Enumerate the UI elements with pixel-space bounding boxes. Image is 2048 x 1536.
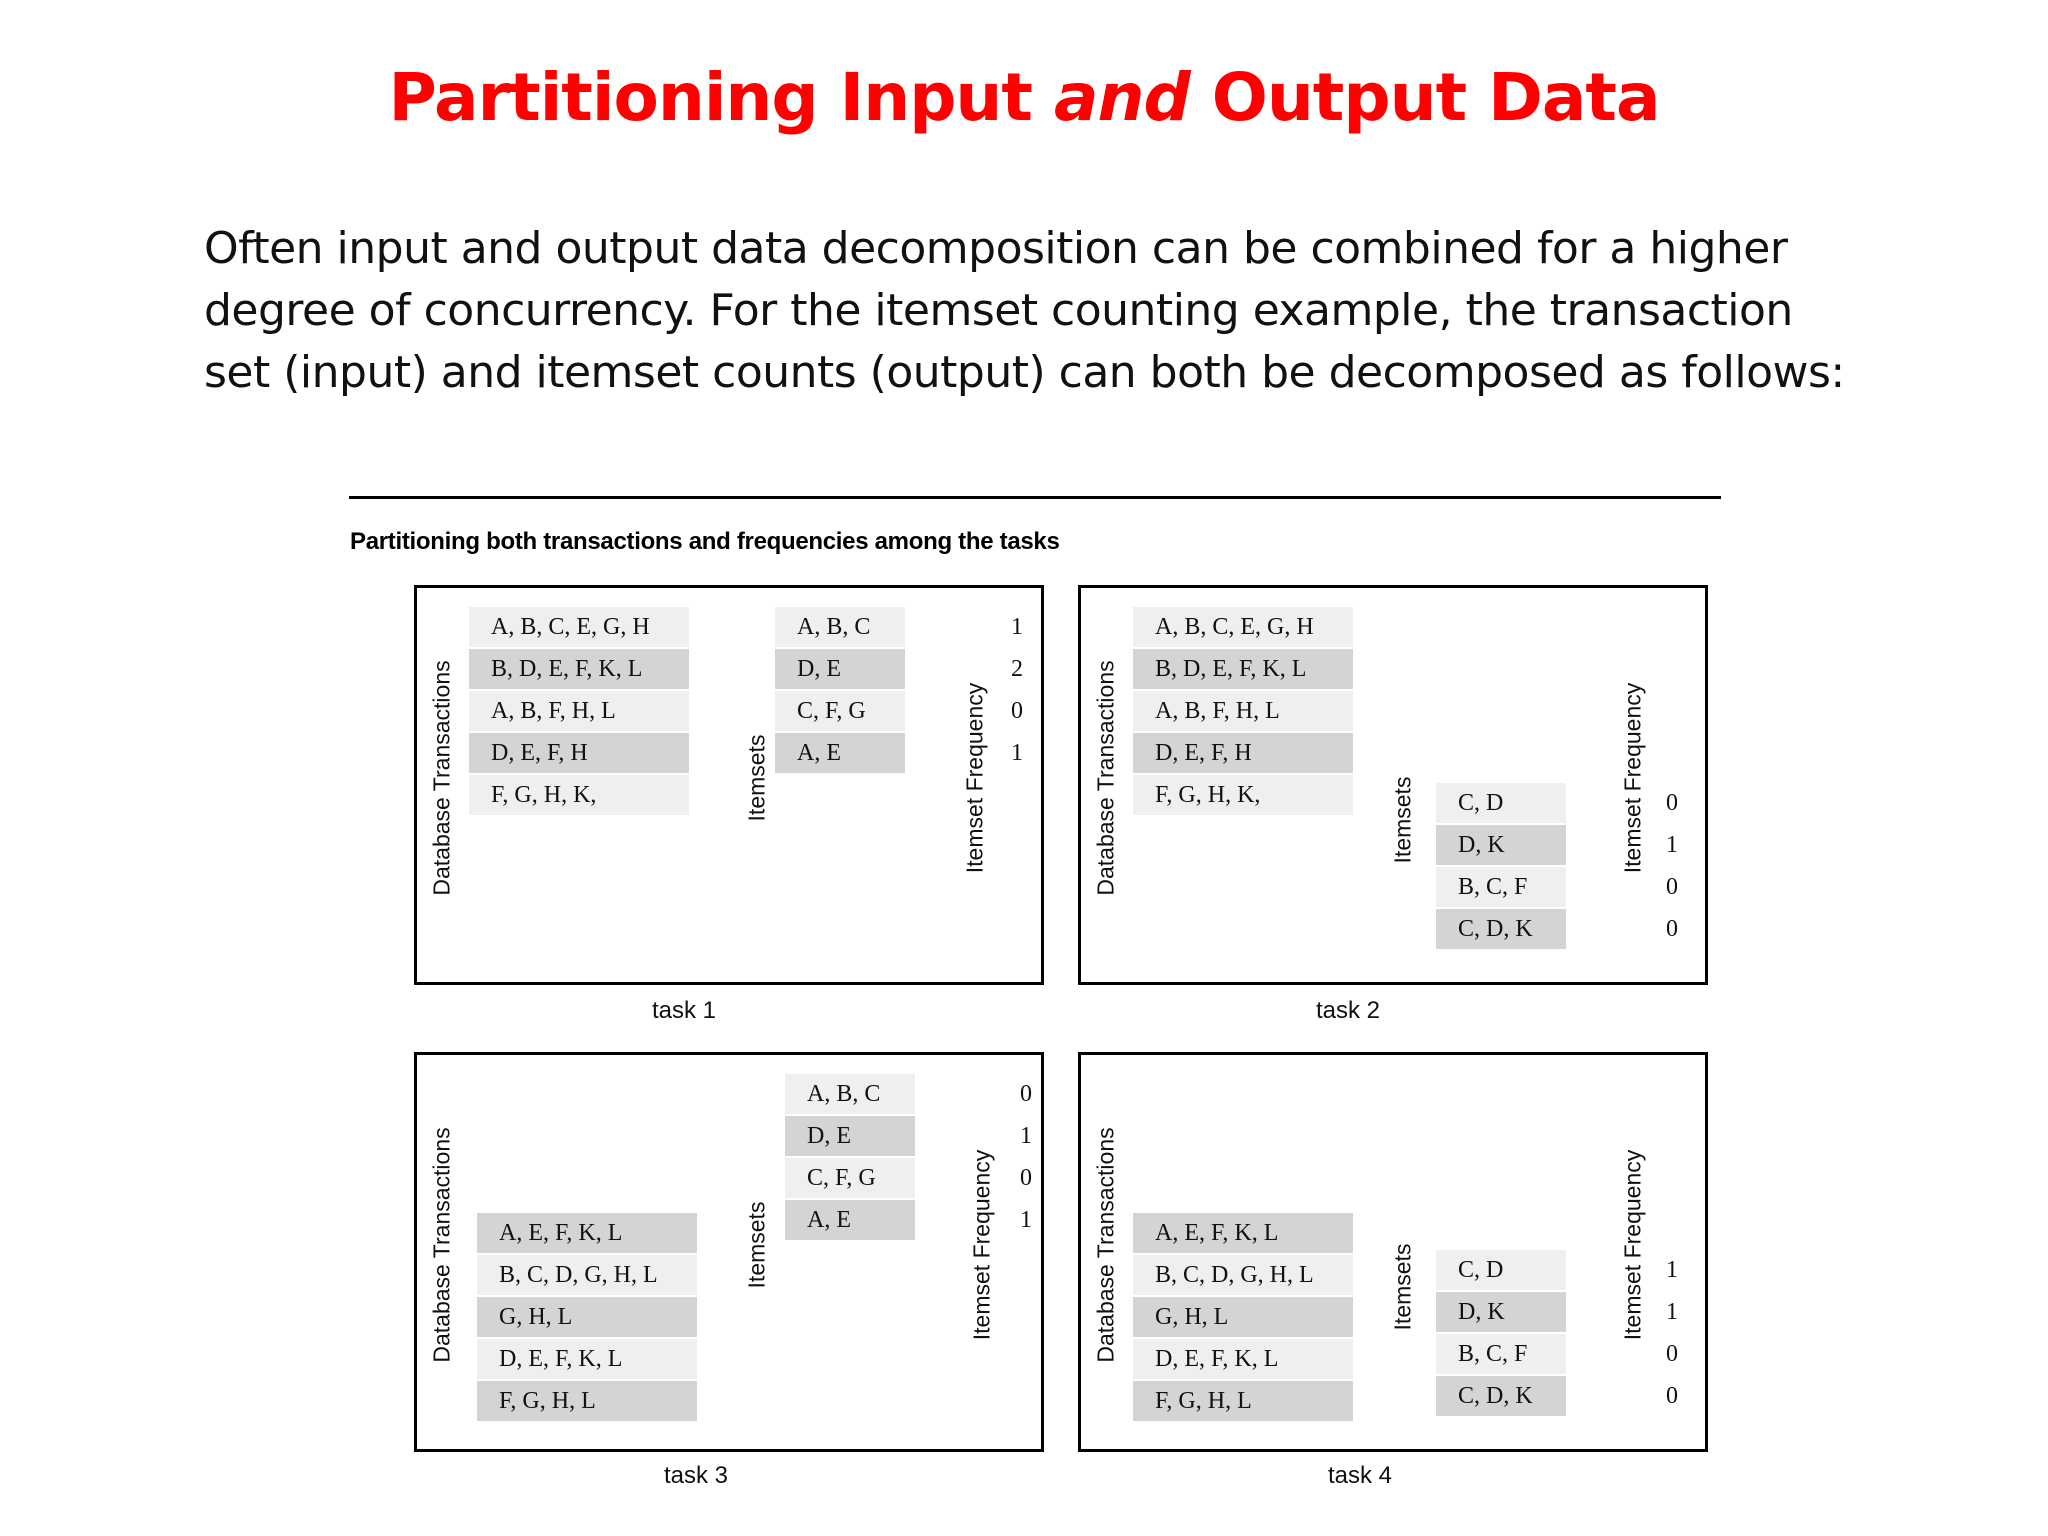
database-transactions-label: Database Transactions bbox=[428, 660, 455, 896]
transaction-row: A, B, F, H, L bbox=[469, 691, 689, 731]
itemset-row: A, B, C bbox=[785, 1074, 915, 1114]
transaction-row: F, G, H, K, bbox=[1133, 775, 1353, 815]
itemset-frequency-value: 0 bbox=[1666, 916, 1678, 942]
itemset-frequency-value: 0 bbox=[1020, 1081, 1032, 1107]
task-panel-2 bbox=[1078, 585, 1708, 985]
transaction-row: F, G, H, K, bbox=[469, 775, 689, 815]
transaction-row: F, G, H, L bbox=[477, 1381, 697, 1421]
task-panel-1 bbox=[414, 585, 1044, 985]
itemset-row: D, K bbox=[1436, 1292, 1566, 1332]
itemset-frequency-value: 1 bbox=[1666, 1257, 1678, 1283]
itemset-frequency-label: Itemset Frequency bbox=[1619, 1149, 1646, 1341]
itemset-row: A, B, C bbox=[775, 607, 905, 647]
itemset-row: C, D, K bbox=[1436, 909, 1566, 949]
itemset-row: B, C, F bbox=[1436, 1334, 1566, 1374]
transaction-row: A, B, F, H, L bbox=[1133, 691, 1353, 731]
itemset-row: C, F, G bbox=[775, 691, 905, 731]
itemset-frequency-value: 2 bbox=[1011, 656, 1023, 682]
intro-paragraph: Often input and output data decomposition can be combined for a higher degree of concurrency. For the itemset counting example, the transaction set (input) and itemset counts (output) can both be decomposed as follows: bbox=[204, 223, 1845, 398]
transaction-row: D, E, F, H bbox=[469, 733, 689, 773]
database-transactions-label: Database Transactions bbox=[428, 1127, 455, 1363]
itemsets-label: Itemsets bbox=[1389, 1243, 1416, 1331]
itemset-row: A, E bbox=[775, 733, 905, 773]
itemset-row: D, K bbox=[1436, 825, 1566, 865]
itemset-row: C, D bbox=[1436, 1250, 1566, 1290]
transaction-row: F, G, H, L bbox=[1133, 1381, 1353, 1421]
itemset-frequency-value: 0 bbox=[1666, 1383, 1678, 1409]
itemsets-label: Itemsets bbox=[743, 734, 770, 822]
itemset-frequency-value: 1 bbox=[1020, 1207, 1032, 1233]
transaction-row: B, C, D, G, H, L bbox=[477, 1255, 697, 1295]
transaction-row: B, D, E, F, K, L bbox=[469, 649, 689, 689]
transaction-row: D, E, F, K, L bbox=[1133, 1339, 1353, 1379]
task-label-3: task 3 bbox=[663, 1462, 729, 1489]
database-transactions-label: Database Transactions bbox=[1092, 660, 1119, 896]
itemset-row: C, D, K bbox=[1436, 1376, 1566, 1416]
itemset-frequency-value: 0 bbox=[1011, 698, 1023, 724]
itemset-frequency-value: 1 bbox=[1666, 832, 1678, 858]
itemset-frequency-value: 0 bbox=[1666, 874, 1678, 900]
itemset-frequency-label: Itemset Frequency bbox=[961, 682, 988, 874]
title-part-2: Output Data bbox=[1189, 59, 1660, 136]
itemset-frequency-value: 0 bbox=[1666, 1341, 1678, 1367]
itemset-frequency-label: Itemset Frequency bbox=[1619, 682, 1646, 874]
transaction-row: A, B, C, E, G, H bbox=[1133, 607, 1353, 647]
itemsets-label: Itemsets bbox=[743, 1201, 770, 1289]
transaction-row: B, C, D, G, H, L bbox=[1133, 1255, 1353, 1295]
itemset-frequency-value: 1 bbox=[1020, 1123, 1032, 1149]
itemset-frequency-value: 1 bbox=[1011, 614, 1023, 640]
itemset-row: A, E bbox=[785, 1200, 915, 1240]
transaction-row: B, D, E, F, K, L bbox=[1133, 649, 1353, 689]
itemset-row: C, F, G bbox=[785, 1158, 915, 1198]
itemset-row: D, E bbox=[785, 1116, 915, 1156]
transaction-row: G, H, L bbox=[477, 1297, 697, 1337]
title-part-1: Partitioning Input bbox=[388, 59, 1054, 136]
task-label-1: task 1 bbox=[651, 997, 717, 1024]
transaction-row: D, E, F, K, L bbox=[477, 1339, 697, 1379]
itemset-row: B, C, F bbox=[1436, 867, 1566, 907]
title-emphasis: and bbox=[1053, 59, 1190, 136]
itemset-frequency-value: 1 bbox=[1666, 1299, 1678, 1325]
transaction-row: A, E, F, K, L bbox=[1133, 1213, 1353, 1253]
task-panel-4 bbox=[1078, 1052, 1708, 1452]
task-label-4: task 4 bbox=[1327, 1462, 1393, 1489]
task-label-2: task 2 bbox=[1315, 997, 1381, 1024]
itemset-row: C, D bbox=[1436, 783, 1566, 823]
itemsets-label: Itemsets bbox=[1389, 776, 1416, 864]
database-transactions-label: Database Transactions bbox=[1092, 1127, 1119, 1363]
transaction-row: A, E, F, K, L bbox=[477, 1213, 697, 1253]
itemset-row: D, E bbox=[775, 649, 905, 689]
itemset-frequency-value: 0 bbox=[1020, 1165, 1032, 1191]
transaction-row: A, B, C, E, G, H bbox=[469, 607, 689, 647]
transaction-row: G, H, L bbox=[1133, 1297, 1353, 1337]
itemset-frequency-value: 0 bbox=[1666, 790, 1678, 816]
task-panel-3 bbox=[414, 1052, 1044, 1452]
itemset-frequency-label: Itemset Frequency bbox=[968, 1149, 995, 1341]
itemset-frequency-value: 1 bbox=[1011, 740, 1023, 766]
figure-top-rule bbox=[349, 496, 1721, 499]
figure-caption: Partitioning both transactions and frequencies among the tasks bbox=[350, 528, 1060, 555]
transaction-row: D, E, F, H bbox=[1133, 733, 1353, 773]
page-title bbox=[0, 58, 2048, 138]
